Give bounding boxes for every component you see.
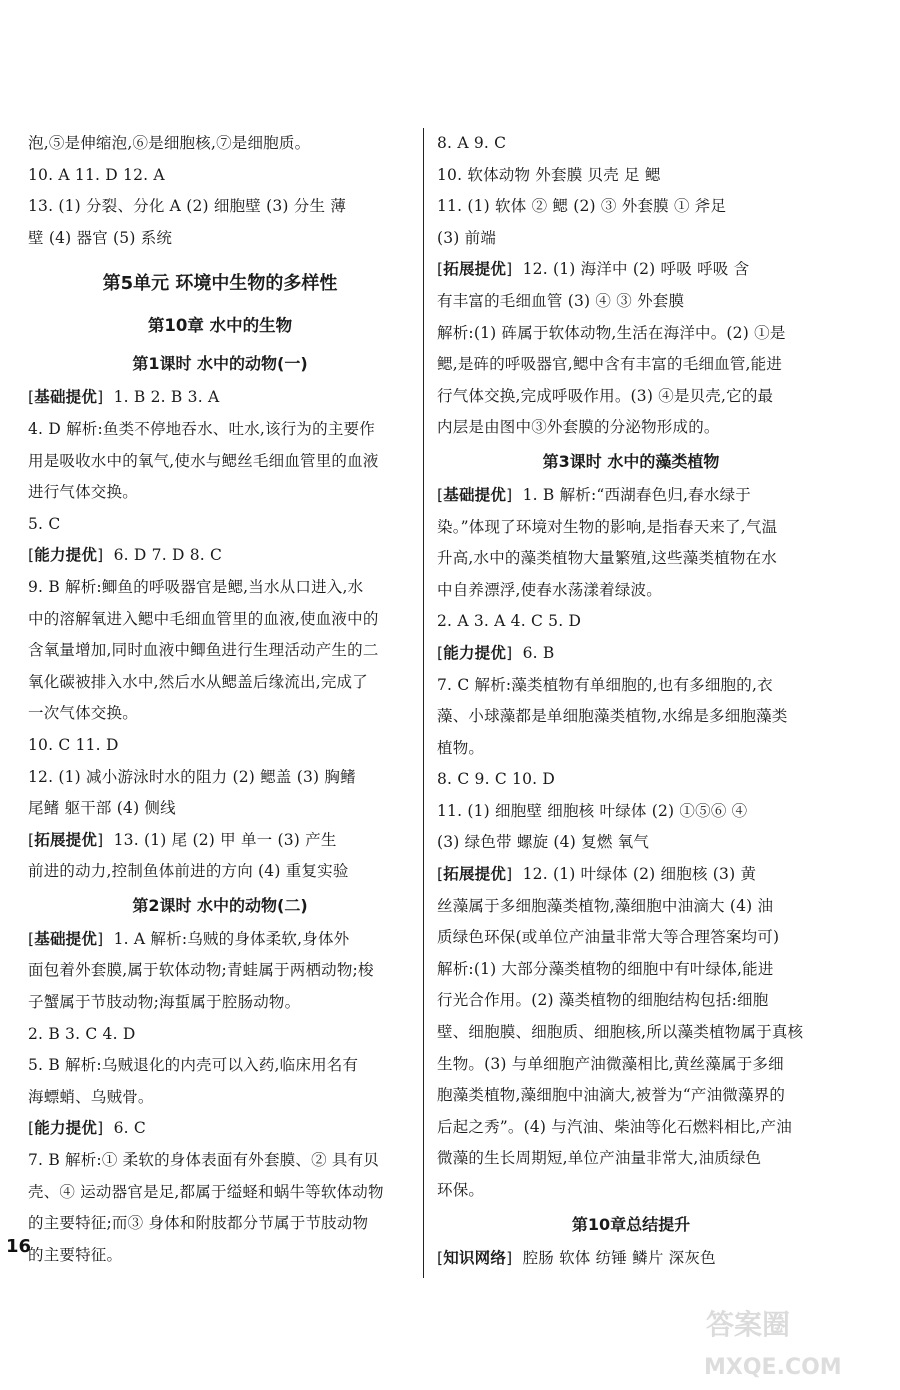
text-line: 含氧量增加,同时血液中鲫鱼进行生理活动产生的二 (28, 641, 379, 660)
answer-line: 有丰富的毛细血管 (3) ④ ③ 外套膜 (437, 291, 685, 310)
lesson-title: 第2课时 水中的动物(二) (132, 895, 308, 915)
text-line: 进行气体交换。 (28, 483, 138, 502)
answer-line: 质绿色环保(或单位产油量非常大等合理答案均可) (437, 928, 780, 947)
section-tag: [ 能力提优 ] (437, 644, 512, 662)
watermark-url: MXQE.COM (704, 1355, 842, 1380)
text-line: 面包着外套膜,属于软体动物;青蛙属于两栖动物;梭 (28, 961, 374, 980)
section-tag: [ 基础提优 ] (28, 388, 103, 406)
text-line: 氧化碳被排入水中,然后水从鳃盖后缘流出,完成了 (28, 672, 368, 691)
answer-line: 壁 (4) 器官 (5) 系统 (28, 228, 173, 247)
answer-line: [ 基础提优 ] 1. B 解析:“西湖春色归,春水绿于 (437, 480, 825, 512)
answer-line: 11. (1) 细胞壁 细胞核 叶绿体 (2) ①⑤⑥ ④ (437, 801, 748, 820)
summary-title: 第10章总结提升 (571, 1214, 691, 1234)
answer-line: [ 知识网络 ] 腔肠 软体 纺锤 鳞片 深灰色 (437, 1243, 825, 1275)
answer-line: [ 能力提优 ] 6. C (28, 1113, 412, 1145)
section-tag: [ 能力提优 ] (28, 546, 103, 564)
text-line: 解析:(1) 砗属于软体动物,生活在海洋中。(2) ①是 (437, 323, 786, 342)
text-line: 后起之秀”。(4) 与汽油、柴油等化石燃料相比,产油 (437, 1117, 792, 1136)
answer-line: [ 拓展提优 ] 12. (1) 海洋中 (2) 呼吸 呼吸 含 (437, 254, 825, 286)
answer-line: 丝藻属于多细胞藻类植物,藻细胞中油滴大 (4) 油 (437, 896, 774, 915)
answer-line: [ 基础提优 ] 1. A 解析:乌贼的身体柔软,身体外 (28, 924, 412, 956)
text-line: 藻、小球藻都是单细胞藻类植物,水绵是多细胞藻类 (437, 707, 788, 726)
lesson-title: 第1课时 水中的动物(一) (132, 354, 308, 374)
section-tag: [ 基础提优 ] (437, 486, 512, 504)
text-line: 升高,水中的藻类植物大量繁殖,这些藻类植物在水 (437, 549, 777, 568)
answer-line: [ 拓展提优 ] 13. (1) 尾 (2) 甲 单一 (3) 产生 (28, 825, 412, 857)
watermark-logo (696, 1294, 882, 1384)
unit-title: 第5单元 环境中生物的多样性 (102, 273, 338, 295)
answer-line: (3) 前端 (437, 228, 497, 247)
answer-line: 12. (1) 减小游泳时水的阻力 (2) 鳃盖 (3) 胸鳍 (28, 767, 356, 786)
answer-line: 7. C 解析:藻类植物有单细胞的,也有多细胞的,衣 (437, 675, 773, 694)
column-divider (423, 128, 424, 1278)
text-line: 壁、细胞膜、细胞质、细胞核,所以藻类植物属于真核 (437, 1023, 804, 1042)
text-line: 行气体交换,完成呼吸作用。(3) ④是贝壳,它的最 (437, 386, 774, 405)
answer-line: 11. (1) 软体 ② 鳃 (2) ③ 外套膜 ① 斧足 (437, 197, 727, 216)
answer-line: 7. B 解析:① 柔软的身体表面有外套膜、② 具有贝 (28, 1151, 380, 1170)
text-line: 的主要特征。 (28, 1245, 123, 1264)
lesson-title: 第3课时 水中的藻类植物 (542, 451, 720, 471)
right-column (437, 128, 825, 1274)
answer-line: 前进的动力,控制鱼体前进的方向 (4) 重复实验 (28, 862, 349, 881)
answer-line: (3) 绿色带 螺旋 (4) 复燃 氧气 (437, 833, 650, 852)
text-line: 胞藻类植物,藻细胞中油滴大,被誉为“产油微藻界的 (437, 1086, 786, 1105)
answer-line: [ 能力提优 ] 6. D 7. D 8. C (28, 540, 412, 572)
watermark-logo-text: 答案圈 (706, 1308, 791, 1341)
section-tag: [ 能力提优 ] (28, 1119, 103, 1137)
left-column (28, 128, 412, 1271)
answer-line: 9. B 解析:鲫鱼的呼吸器官是鳃,当水从口进入,水 (28, 577, 364, 596)
chapter-title: 第10章 水中的生物 (147, 316, 293, 336)
section-tag: [ 拓展提优 ] (437, 260, 512, 278)
answer-line: 2. A 3. A 4. C 5. D (437, 612, 582, 631)
section-tag: [ 拓展提优 ] (437, 865, 512, 883)
text-line: 中自养漂浮,使春水荡漾着绿波。 (437, 580, 662, 599)
text-line: 解析:(1) 大部分藻类植物的细胞中有叶绿体,能进 (437, 959, 774, 978)
answer-line: [ 基础提优 ] 1. B 2. B 3. A (28, 382, 412, 414)
answer-line: 13. (1) 分裂、分化 A (2) 细胞壁 (3) 分生 薄 (28, 197, 347, 216)
text-line: 鳃,是砗的呼吸器官,鳃中含有丰富的毛细血管,能进 (437, 355, 783, 374)
page-number: 16 (6, 1236, 32, 1257)
answer-line: 5. B 解析:乌贼退化的内壳可以入药,临床用名有 (28, 1056, 359, 1075)
text-line: 泡,⑤是伸缩泡,⑥是细胞核,⑦是细胞质。 (28, 134, 311, 152)
text-line: 用是吸收水中的氧气,使水与鳃丝毛细血管里的血液 (28, 451, 379, 470)
answer-line: [ 能力提优 ] 6. B (437, 638, 825, 670)
text-line: 一次气体交换。 (28, 704, 138, 723)
text-line: 子蟹属于节肢动物;海蜇属于腔肠动物。 (28, 993, 301, 1012)
text-line: 微藻的生长周期短,单位产油量非常大,油质绿色 (437, 1149, 762, 1168)
answer-line: 尾鳍 躯干部 (4) 侧线 (28, 799, 176, 818)
section-tag: [ 知识网络 ] (437, 1249, 512, 1267)
answer-line: 2. B 3. C 4. D (28, 1024, 136, 1043)
section-tag: [ 拓展提优 ] (28, 831, 103, 849)
text-line: 的主要特征;而③ 身体和附肢都分节属于节肢动物 (28, 1214, 369, 1233)
section-tag: [ 基础提优 ] (28, 930, 103, 948)
text-line: 海螵蛸、乌贼骨。 (28, 1087, 154, 1106)
answer-line: 10. 软体动物 外套膜 贝壳 足 鳃 (437, 165, 661, 184)
answer-line: 8. A 9. C (437, 134, 507, 152)
text-line: 行光合作用。(2) 藻类植物的细胞结构包括:细胞 (437, 991, 769, 1010)
answer-line: 4. D 解析:鱼类不停地吞水、吐水,该行为的主要作 (28, 419, 375, 438)
text-line: 环保。 (437, 1181, 485, 1199)
text-line: 内层是由图中③外套膜的分泌物形成的。 (437, 418, 720, 437)
text-line: 生物。(3) 与单细胞产油微藻相比,黄丝藻属于多细 (437, 1054, 784, 1073)
text-line: 植物。 (437, 738, 485, 757)
answer-line: [ 拓展提优 ] 12. (1) 叶绿体 (2) 细胞核 (3) 黄 (437, 859, 825, 891)
text-line: 中的溶解氧进入鳃中毛细血管里的血液,使血液中的 (28, 609, 379, 628)
answer-line: 10. A 11. D 12. A (28, 165, 165, 184)
text-line: 壳、④ 运动器官是足,都属于缢蛏和蜗牛等软体动物 (28, 1182, 384, 1201)
text-line: 染。”体现了环境对生物的影响,是指春天来了,气温 (437, 517, 778, 536)
answer-line: 8. C 9. C 10. D (437, 770, 556, 789)
answer-line: 5. C (28, 514, 61, 533)
answer-line: 10. C 11. D (28, 735, 119, 754)
